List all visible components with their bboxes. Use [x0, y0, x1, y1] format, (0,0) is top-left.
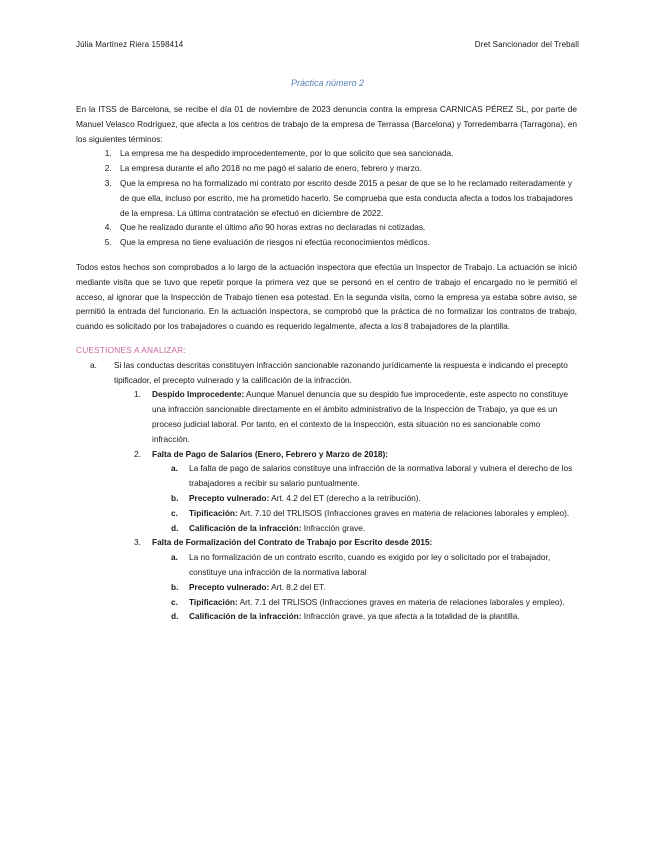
subitem-label: Calificación de la infracción: [189, 611, 302, 622]
subitem-text: La falta de pago de salarios constituye una infracción de la normativa laboral y vulnera el derecho de los trabajadores a recibir su salario puntualmente. [189, 463, 573, 489]
subitem [171, 491, 577, 506]
answer-title: Falta de Pago de Salarios (Enero, Febrero y Marzo de 2018): [152, 448, 389, 459]
answer-marker: 1. [134, 389, 141, 400]
question-text: Si las conductas descritas constituyen infracción sancionable razonando jurídicamente la respuesta e indicando el precepto tipificador, el precepto vulnerado y la calificación de la infracción. [114, 359, 568, 385]
subitem-label: Tipificación: [189, 507, 238, 518]
subitem-marker: b. [171, 581, 179, 592]
subitem-text: Art. 8.2 del ET. [269, 581, 326, 592]
answers-list [134, 387, 577, 624]
page-title: Práctica número 2 [290, 78, 365, 88]
question-a [76, 358, 577, 388]
subitem-label: Calificación de la infracción: [189, 522, 302, 533]
subitem-text: Art. 7.1 del TRLISOS (Infracciones graves en materia de relaciones laborales y empleo). [237, 596, 565, 607]
subitem [171, 461, 577, 491]
intro-paragraph: En la ITSS de Barcelona, se recibe el día 01 de noviembre de 2023 denuncia contra la empresa CARNICAS PÉREZ SL, por parte de Manuel Velasco Rodríguez, que afecta a los centros de trabajo de la empresa de Terrassa (Barcelona) y Torredembarra (Tarragona), en los siguientes términos: [76, 104, 577, 144]
header-author: Júlia Martínez Riera 1598414 [76, 40, 184, 49]
subitem-text: La no formalización de un contrato escrito, cuando es exigido por ley o solicitado por el trabajador, constituye una infracción de la normativa laboral [189, 552, 551, 577]
answer-marker: 3. [134, 537, 141, 548]
subitem-label: Precepto vulnerado: [189, 581, 270, 592]
subitem-text: Art. 7.10 del TRLISOS (Infracciones graves en materia de relaciones laborales y empleo). [237, 507, 570, 518]
facts-paragraph: Todos estos hechos son comprobados a lo largo de la actuación inspectora que efectúa un Inspector de Trabajo. La actuación se inició mediante visita que se tuvo que repetir porque la primera vez que se personó en el centro de trabajo el encargado no le permitió el acceso, al ignorar que la Inspección de Trabajo tienen esa potestad. En la segunda visita, como la empresa ya estaba sobre aviso, se permitió la entrada del funcionario. En la actuación inspectora, se comprobó que la práctica de no formalizar los contratos de trabajo, cuando es solicitado por los trabajadores o cuando es requerido legalmente, afecta a los 8 trabajadores de la plantilla. [76, 261, 577, 332]
subitem-marker: d. [171, 522, 179, 533]
answer-item [134, 535, 577, 550]
subitem-label: Tipificación: [189, 596, 238, 607]
subitem-marker: a. [171, 552, 178, 563]
answer-subitems [171, 461, 577, 535]
subitem-label: Precepto vulnerado: [189, 492, 270, 503]
fact-item: 3. Que la empresa no ha formalizado mi contrato por escrito desde 2015 a pesar de que se lo he reclamado reiteradamente y de que ella, incluso por escrito, me ha prometido hacerlo. Se comprueba que esta conducta afecta a todos los trabajadores de la empresa. La última contratación se efectuó en diciembre de 2022. [114, 176, 577, 220]
subitem-marker: b. [171, 492, 179, 503]
subitem [171, 506, 577, 521]
subitem-text: Art. 4.2 del ET (derecho a la retribución). [269, 492, 421, 503]
answer-subitems [171, 550, 577, 624]
answer-item [134, 387, 577, 446]
subitem-marker: c. [171, 507, 178, 518]
answer-marker: 2. [134, 448, 141, 459]
answer-title: Falta de Formalización del Contrato de Trabajo por Escrito desde 2015: [152, 537, 433, 548]
section-heading: CUESTIONES A ANALIZAR: [76, 344, 186, 355]
answer-item [134, 447, 577, 462]
fact-item: 4. Que he realizado durante el último año 90 horas extras no declaradas ni cotizadas. [114, 220, 577, 235]
subitem-marker: a. [171, 463, 178, 474]
facts-list [76, 146, 577, 250]
header-course: Dret Sancionador del Treball [474, 40, 579, 49]
subitem-text: Infracción grave. [301, 522, 366, 533]
subitem [171, 580, 577, 595]
subitem [171, 550, 577, 580]
fact-item: 5. Que la empresa no tiene evaluación de riesgos ni efectúa reconocimientos médicos. [114, 235, 577, 250]
fact-item: 1. La empresa me ha despedido improcedentemente, por lo que solicito que sea sancionada. [114, 146, 577, 161]
subitem-marker: d. [171, 611, 179, 622]
fact-item: 2. La empresa durante el año 2018 no me pagó el salario de enero, febrero y marzo. [114, 161, 577, 176]
subitem-marker: c. [171, 596, 178, 607]
answer-text: Aunque Manuel denuncia que su despido fue improcedente, este aspecto no constituye una infracción sancionable directamente en el ámbito administrativo de la Inspección de Trabajo, ya que es un proceso judicial laboral. Por tanto, en el contexto de la Inspección, esta situación no es sancionable como infracción. [152, 389, 569, 444]
subitem [171, 521, 577, 536]
subitem [171, 609, 577, 624]
question-marker: a. [90, 359, 97, 370]
document-body [76, 102, 577, 624]
subitem [171, 595, 577, 610]
answer-title: Despido Improcedente: [152, 389, 245, 400]
subitem-text: Infracción grave, ya que afecta a la totalidad de la plantilla. [301, 611, 520, 622]
